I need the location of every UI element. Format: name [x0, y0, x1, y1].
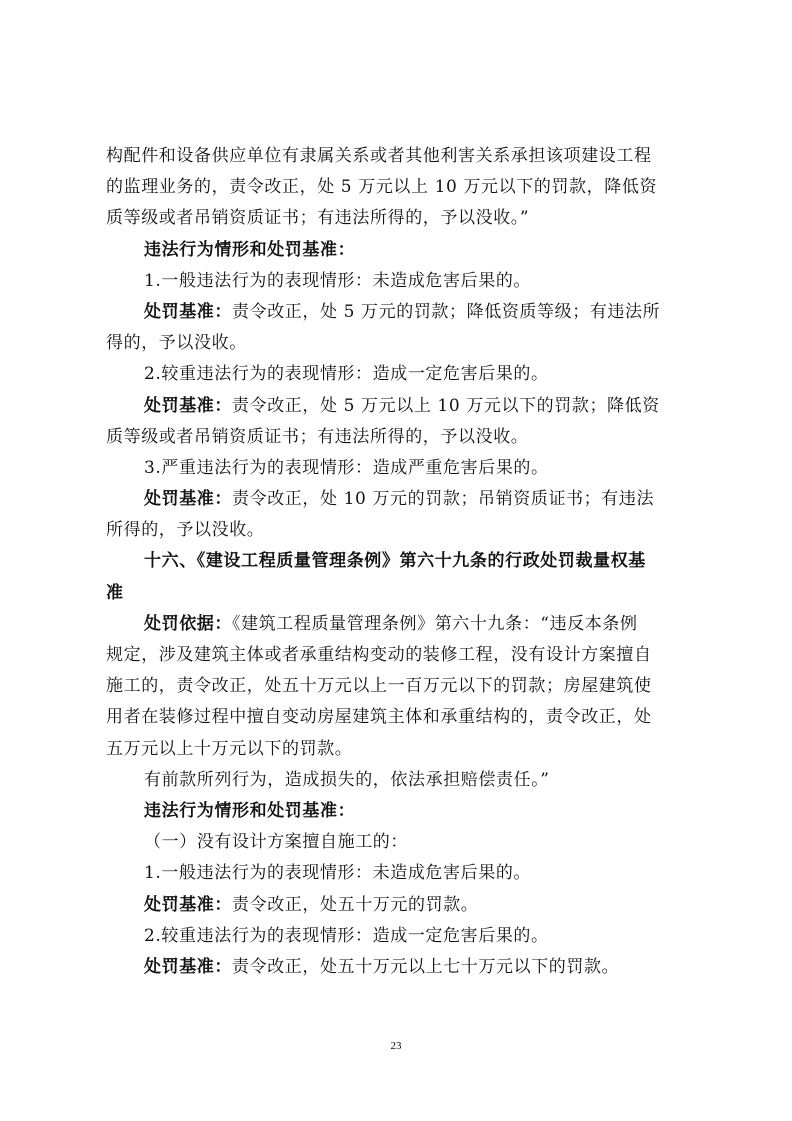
text-line: [106, 515, 689, 546]
text-line: [106, 422, 689, 453]
page-number: 23: [390, 1040, 402, 1052]
body-text: （一）没有设计方案擅自施工的：: [144, 832, 408, 853]
bold-heading-text: 处罚基准：: [144, 894, 232, 915]
body-text: 《建筑工程质量管理条例》第六十九条：“违反本条例: [232, 613, 638, 634]
text-line: [106, 702, 689, 733]
bold-heading-text: 处罚基准：: [144, 395, 232, 416]
body-text: 有前款所列行为，造成损失的，依法承担赔偿责任。”: [144, 769, 550, 790]
document-body: [106, 141, 689, 983]
text-line: [106, 640, 689, 671]
bold-heading-text: 违法行为情形和处罚基准：: [144, 239, 356, 260]
bold-heading-text: 处罚基准：: [144, 489, 232, 510]
text-line: [106, 484, 689, 515]
text-line: [106, 952, 689, 983]
body-text: 施工的，责令改正，处五十万元以上一百万元以下的罚款；房屋建筑使: [106, 676, 652, 697]
text-line: [106, 203, 689, 234]
body-text: 1.一般违法行为的表现情形：未造成危害后果的。: [144, 863, 532, 884]
bold-heading-text: 准: [106, 582, 124, 603]
body-text: 责令改正，处 5 万元以上 10 万元以下的罚款；降低资: [232, 395, 660, 416]
text-line: [106, 141, 689, 172]
text-line: [106, 328, 689, 359]
body-text: 规定，涉及建筑主体或者承重结构变动的装修工程，没有设计方案擅自: [106, 645, 652, 665]
body-text: 1.一般违法行为的表现情形：未造成危害后果的。: [144, 270, 532, 291]
body-text: 责令改正，处 5 万元的罚款；降低资质等级；有违法所: [232, 301, 661, 322]
text-line: [106, 734, 689, 765]
text-line: [106, 546, 689, 577]
text-line: [106, 235, 689, 266]
bold-heading-text: 十六、《建设工程质量管理条例》第六十九条的行政处罚裁量权基: [144, 551, 646, 572]
text-line: [106, 671, 689, 702]
body-text: 所得的，予以没收。: [106, 520, 265, 541]
text-line: [106, 453, 689, 484]
text-line: [106, 359, 689, 390]
text-line: [106, 890, 689, 921]
text-line: [106, 391, 689, 422]
body-text: 得的，予以没收。: [106, 333, 247, 354]
bold-heading-text: 违法行为情形和处罚基准：: [144, 800, 356, 821]
text-line: [106, 858, 689, 889]
body-text: 五万元以上十万元以下的罚款。: [106, 738, 353, 759]
body-text: 构配件和设备供应单位有隶属关系或者其他利害关系承担该项建设工程: [106, 146, 652, 166]
text-line: [106, 578, 689, 609]
body-text: 责令改正，处 10 万元的罚款；吊销资质证书；有违法: [232, 489, 655, 510]
body-text: 2.较重违法行为的表现情形：造成一定危害后果的。: [144, 364, 549, 385]
body-text: 的监理业务的，责令改正，处 5 万元以上 10 万元以下的罚款，降低资: [106, 177, 658, 198]
text-line: [106, 172, 689, 203]
text-line: [106, 266, 689, 297]
body-text: 质等级或者吊销资质证书；有违法所得的，予以没收。”: [106, 208, 530, 229]
body-text: 用者在装修过程中擅自变动房屋建筑主体和承重结构的，责令改正，处: [106, 707, 652, 728]
bold-heading-text: 处罚基准：: [144, 301, 232, 322]
body-text: 责令改正，处五十万元以上七十万元以下的罚款。: [232, 956, 620, 977]
body-text: 3.严重违法行为的表现情形：造成严重危害后果的。: [144, 457, 549, 478]
text-line: [106, 297, 689, 328]
text-line: [106, 827, 689, 858]
body-text: 质等级或者吊销资质证书；有违法所得的，予以没收。: [106, 426, 529, 447]
text-line: [106, 765, 689, 796]
body-text: 2.较重违法行为的表现情形：造成一定危害后果的。: [144, 925, 549, 946]
bold-heading-text: 处罚基准：: [144, 956, 232, 977]
text-line: [106, 796, 689, 827]
text-line: [106, 921, 689, 952]
bold-heading-text: 处罚依据：: [144, 613, 232, 634]
text-line: [106, 609, 689, 640]
body-text: 责令改正，处五十万元的罚款。: [232, 894, 479, 915]
